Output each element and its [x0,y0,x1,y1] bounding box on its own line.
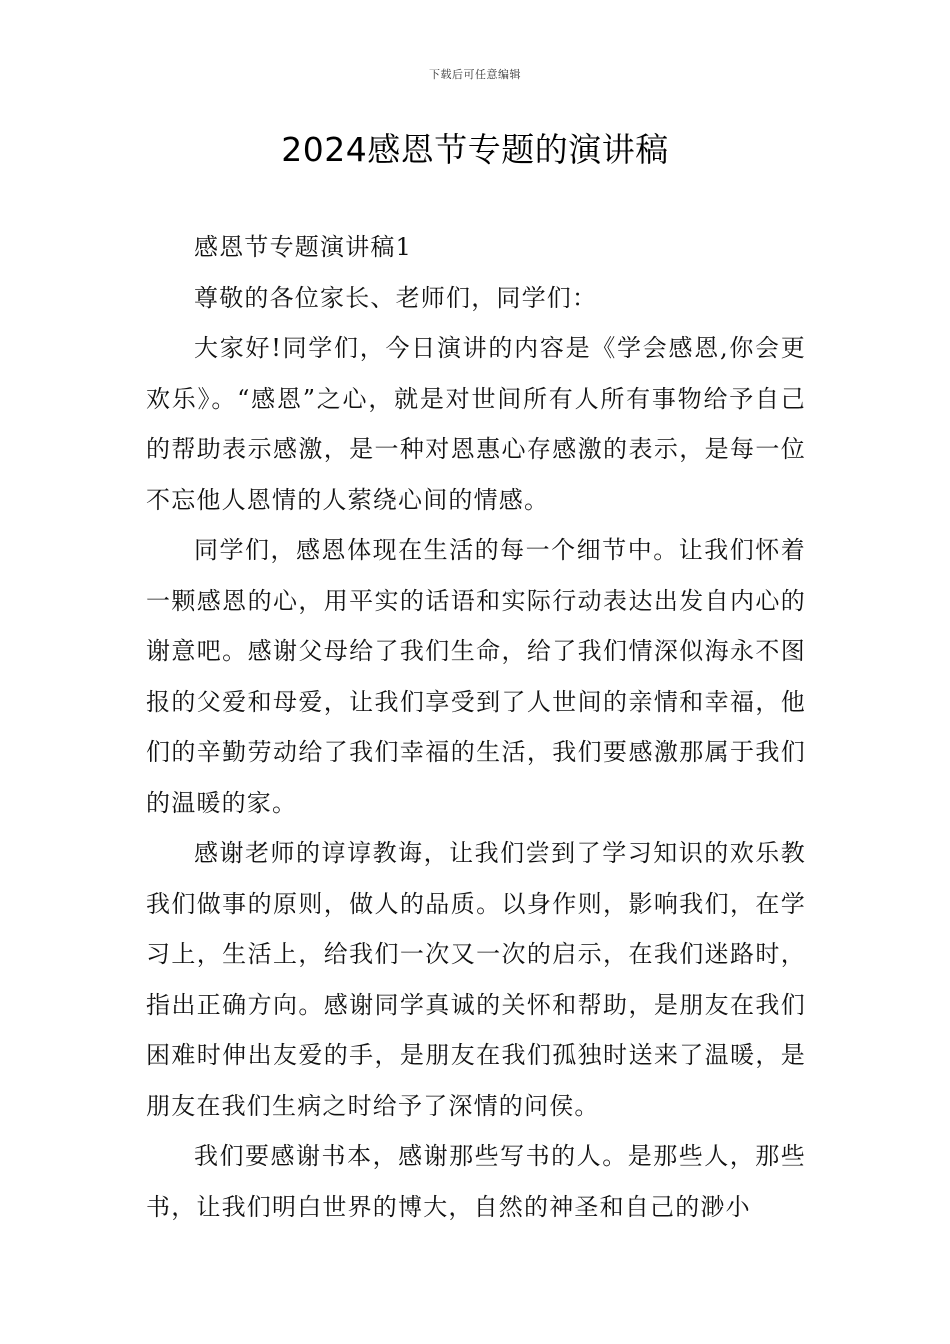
paragraph: 同学们，感恩体现在生活的每一个细节中。让我们怀着一颗感恩的心，用平实的话语和实际行动表达出发自内心的谢意吧。感谢父母给了我们生命，给了我们情深似海永不图报的父爱和母爱，让我们享受到了人世间的亲情和幸福，他们的辛勤劳动给了我们幸福的生活，我们要感激那属于我们的温暖的家。 [146,536,806,817]
document-title: 2024感恩节专题的演讲稿 [281,130,669,169]
salutation: 尊敬的各位家长、老师们，同学们： [194,283,598,312]
paragraph: 我们要感谢书本，感谢那些写书的人。是那些人，那些书，让我们明白世界的博大，自然的神圣和自己的渺小 [146,1142,806,1221]
header-note: 下载后可任意编辑 [429,68,521,81]
section-heading: 感恩节专题演讲稿1 [194,233,413,261]
paragraph: 大家好!同学们，今日演讲的内容是《学会感恩,你会更欢乐》。“感恩”之心，就是对世间所有人所有事物给予自己的帮助表示感激，是一种对恩惠心存感激的表示，是每一位不忘他人恩情的人萦绕心间的情感。 [146,334,806,514]
document-body [146,222,806,1232]
paragraph: 感谢老师的谆谆教诲，让我们尝到了学习知识的欢乐教我们做事的原则，做人的品质。以身作则，影响我们，在学习上，生活上，给我们一次又一次的启示，在我们迷路时，指出正确方向。感谢同学真诚的关怀和帮助，是朋友在我们困难时伸出友爱的手，是朋友在我们孤独时送来了温暖，是朋友在我们生病之时给予了深情的问侯。 [146,839,806,1120]
